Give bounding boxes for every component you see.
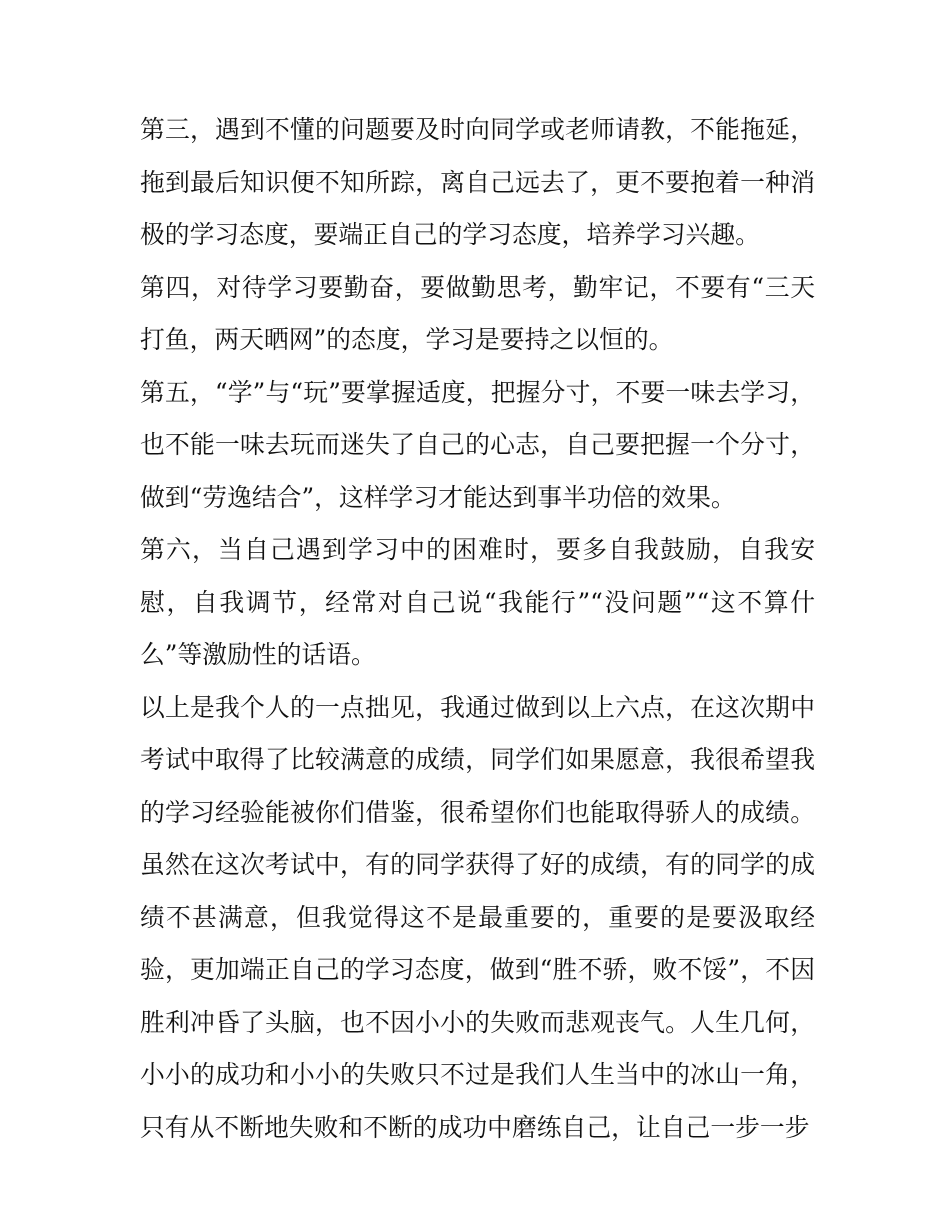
document-body <box>140 104 815 1154</box>
paragraph-fourth-point: 第四，对待学习要勤奋，要做勤思考，勤牢记，不要有“三天打鱼，两天晒网”的态度，学习是要持之以恒的。 <box>140 272 815 354</box>
paragraph-third-point: 第三，遇到不懂的问题要及时向同学或老师请教，不能拖延，拖到最后知识便不知所踪，离自己远去了，更不要抱着一种消极的学习态度，要端正自己的学习态度，培养学习兴趣。 <box>140 115 815 249</box>
paragraph-fifth-point: 第五，“学”与“玩”要掌握适度，把握分寸，不要一味去学习，也不能一味去玩而迷失了自己的心志，自己要把握一个分寸，做到“劳逸结合”，这样学习才能达到事半功倍的效果。 <box>140 377 815 512</box>
paragraph-sixth-point: 第六，当自己遇到学习中的困难时，要多自我鼓励，自我安慰，自我调节，经常对自己说“我能行”“没问题”“这不算什么”等激励性的话语。 <box>140 535 815 669</box>
paragraph-conclusion: 以上是我个人的一点拙见，我通过做到以上六点，在这次期中考试中取得了比较满意的成绩，同学们如果愿意，我很希望我的学习经验能被你们借鉴，很希望你们也能取得骄人的成绩。虽然在这次考试中，有的同学获得了好的成绩，有的同学的成绩不甚满意，但我觉得这不是最重要的，重要的是要汲取经验，更加端正自己的学习态度，做到“胜不骄，败不馁”，不因胜利冲昏了头脑，也不因小小的失败而悲观丧气。人生几何，小小的成功和小小的失败只不过是我们人生当中的冰山一角，只有从不断地失败和不断的成功中磨练自己，让自己一步一步 <box>140 692 815 1142</box>
